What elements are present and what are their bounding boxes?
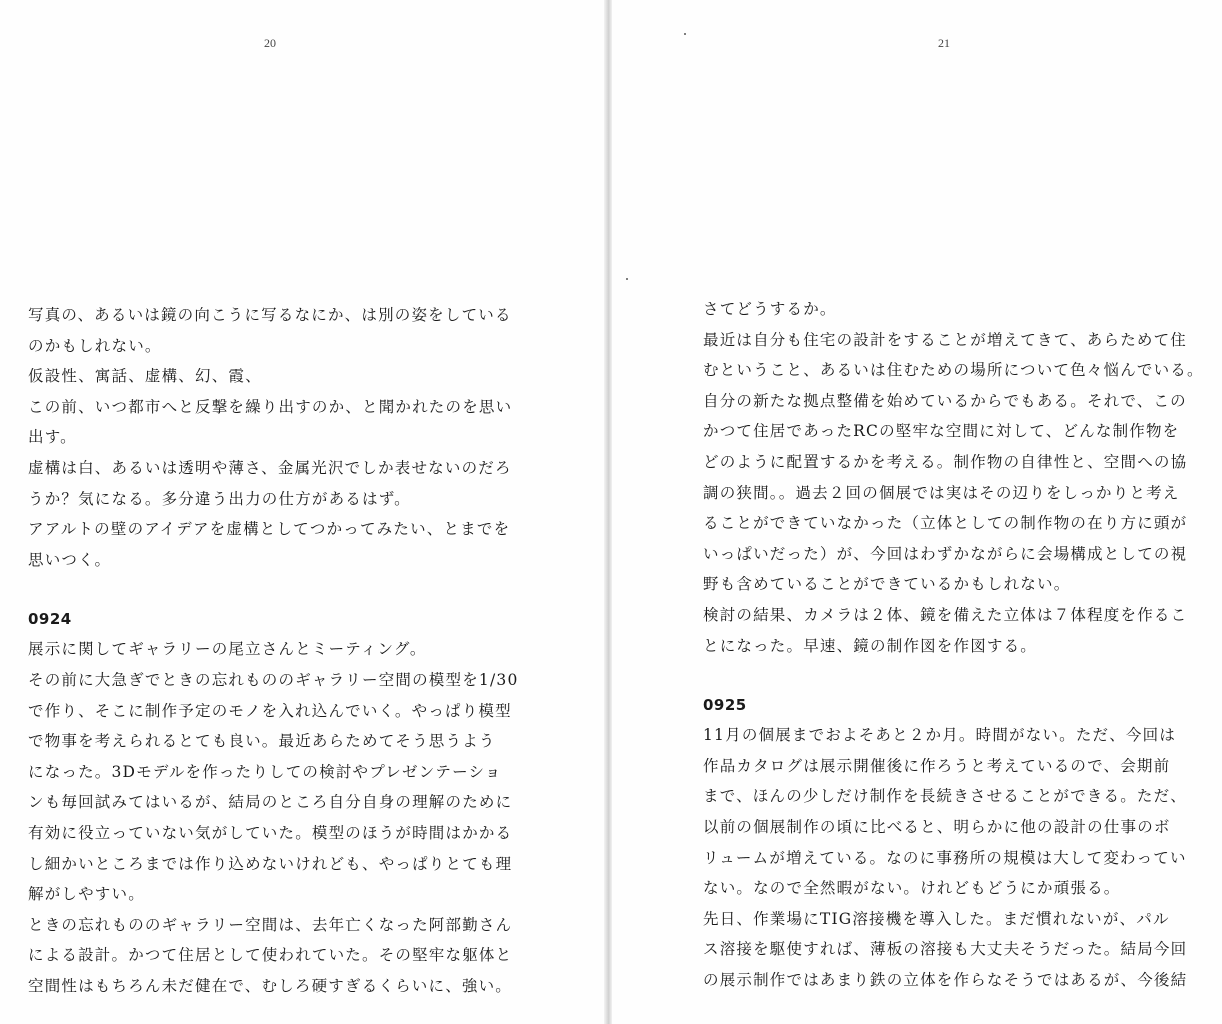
entry-date-heading: 0925 xyxy=(703,696,747,715)
left-page xyxy=(0,0,606,1024)
text-line: ときの忘れもののギャラリー空間は、去年亡くなった阿部勤さん xyxy=(28,915,513,934)
text-line: リュームが増えている。なのに事務所の規模は大して変わってい xyxy=(703,848,1187,867)
text-line: さてどうするか。 xyxy=(703,300,837,318)
text-line: 写真の、あるいは鏡の向こうに写るなにか、は別の姿をしている xyxy=(28,306,512,324)
text-line: による設計。かつて住居として使われていた。その堅牢な躯体と xyxy=(28,946,513,965)
text-line: 調の狭間。。過去２回の個展では実はその辺りをしっかりと考え xyxy=(703,483,1180,502)
text-line: 思いつく。 xyxy=(28,550,112,569)
text-line: ない。なので全然暇がない。けれどもどうにか頑張る。 xyxy=(703,879,1121,898)
left-text-block xyxy=(28,300,528,1001)
text-line: ンも毎回試みてはいるが、結局のところ自分自身の理解のために xyxy=(28,793,513,812)
text-line: 解がしやすい。 xyxy=(28,885,145,904)
text-line: アアルトの壁のアイデアを虚構としてつかってみたい、とまでを xyxy=(28,520,511,539)
entry-date-heading: 0924 xyxy=(28,610,72,629)
text-line: ス溶接を駆使すれば、薄板の溶接も大丈夫そうだった。結局今回 xyxy=(703,940,1188,959)
text-line: かつて住居であったRCの堅牢な空間に対して、どんな制作物を xyxy=(703,422,1180,441)
text-line: 空間性はもちろん未だ健在で、むしろ硬すぎるくらいに、強い。 xyxy=(28,976,512,995)
text-line: 作品カタログは展示開催後に作ろうと考えているので、会期前 xyxy=(703,756,1171,775)
text-line: いっぱいだった）が、今回はわずかながらに会場構成としての視 xyxy=(703,544,1188,563)
right-text-block xyxy=(703,294,1203,995)
book-gutter xyxy=(604,0,612,1024)
text-line: 先日、作業場にTIG溶接機を導入した。まだ慣れないが、パル xyxy=(703,909,1170,928)
text-line: 11月の個展までおよそあと２か月。時間がない。ただ、今回は xyxy=(703,726,1177,745)
page-number: 20 xyxy=(264,36,276,50)
text-line: で作り、そこに制作予定のモノを入れ込んでいく。やっぱり模型 xyxy=(28,701,512,720)
text-line: 自分の新たな拠点整備を始めているからでもある。それで、この xyxy=(703,391,1187,410)
text-line: 以前の個展制作の頃に比べると、明らかに他の設計の仕事のボ xyxy=(703,817,1171,836)
text-line: 展示に関してギャラリーの尾立さんとミーティング。 xyxy=(28,640,427,659)
text-line: になった。3Dモデルを作ったりしての検討やプレゼンテーショ xyxy=(28,762,502,781)
text-line: とになった。早速、鏡の制作図を作図する。 xyxy=(703,636,1038,655)
text-line: 最近は自分も住宅の設計をすることが増えてきて、あらためて住 xyxy=(703,330,1187,349)
text-line: まで、ほんの少しだけ制作を長続きさせることができる。ただ、 xyxy=(703,787,1187,806)
text-line: し細かいところまでは作り込めないけれども、やっぱりとても理 xyxy=(28,854,513,873)
text-line: 虚構は白、あるいは透明や薄さ、金属光沢でしか表せないのだろ xyxy=(28,458,512,477)
text-line: の展示制作ではあまり鉄の立体を作らなそうではあるが、今後結 xyxy=(703,970,1188,989)
text-line: むということ、あるいは住むための場所について色々悩んでいる。 xyxy=(703,361,1204,380)
page-number: 21 xyxy=(938,36,950,50)
text-line: 野も含めていることができているかもしれない。 xyxy=(703,575,1071,594)
paper-speck xyxy=(684,33,686,35)
text-line: うか？気になる。多分違う出力の仕方があるはず。 xyxy=(28,489,411,508)
text-line: 仮設性、寓話、虚構、幻、霞、 xyxy=(28,367,262,386)
text-line: ることができていなかった（立体としての制作物の在り方に頭が xyxy=(703,514,1188,533)
section-gap xyxy=(28,575,528,604)
text-line: この前、いつ都市へと反撃を繰り出すのか、と聞かれたのを思い xyxy=(28,397,513,416)
text-line: どのように配置するかを考える。制作物の自律性と、空間への協 xyxy=(703,452,1188,471)
section-gap xyxy=(703,661,1203,690)
text-line: で物事を考えられるとても良い。最近あらためてそう思うよう xyxy=(28,732,496,751)
text-line: その前に大急ぎでときの忘れもののギャラリー空間の模型を1/30 xyxy=(28,670,519,689)
text-line: 検討の結果、カメラは２体、鏡を備えた立体は７体程度を作るこ xyxy=(703,605,1188,624)
right-page xyxy=(612,0,1222,1024)
text-line: 有効に役立っていない気がしていた。模型のほうが時間はかかる xyxy=(28,823,513,842)
paper-speck xyxy=(626,278,628,280)
text-line: 出す。 xyxy=(28,428,77,447)
text-line: のかもしれない。 xyxy=(28,336,162,355)
